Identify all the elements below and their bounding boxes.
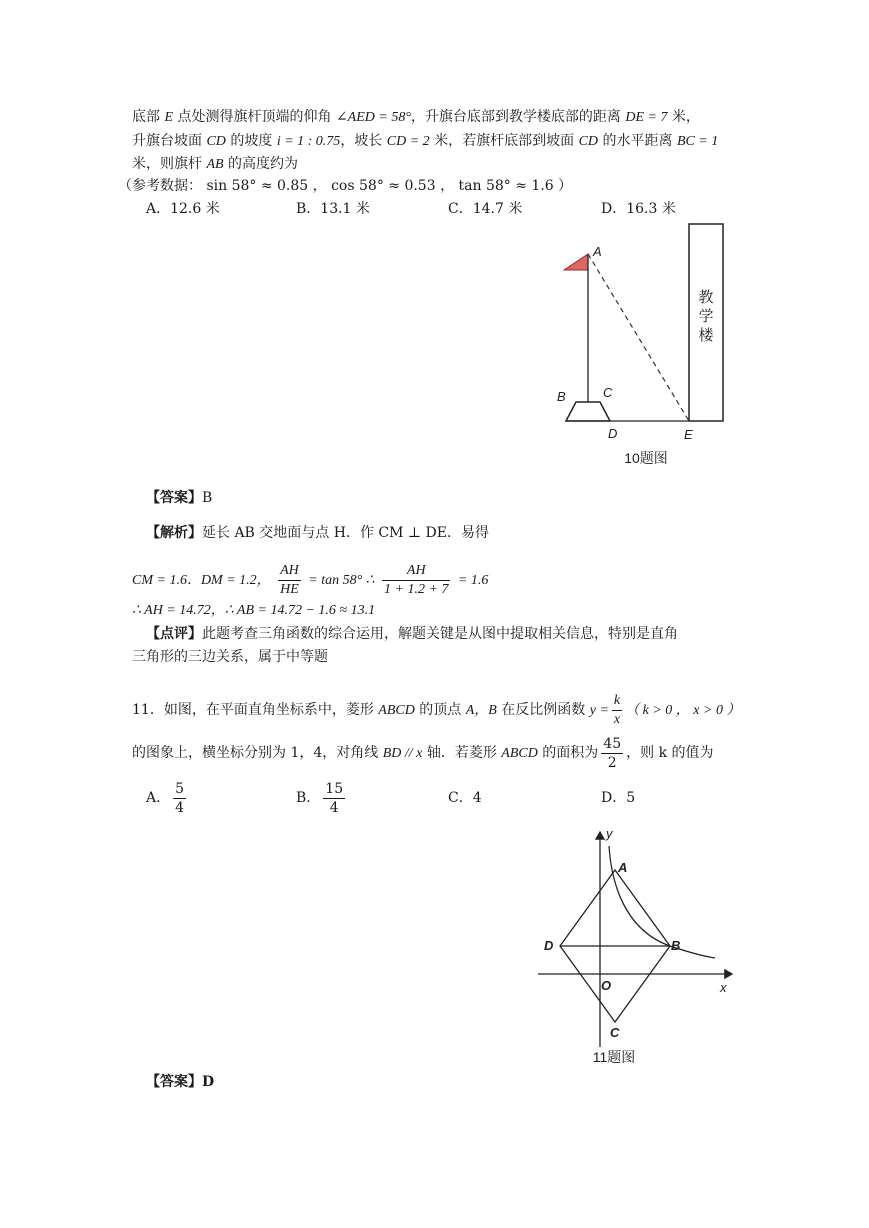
fraction-denominator: x bbox=[613, 711, 621, 727]
option-fraction bbox=[173, 780, 186, 817]
q10-text: 米， bbox=[667, 109, 700, 125]
fraction-k-x bbox=[612, 692, 622, 729]
analysis-label: 【解析】 bbox=[146, 525, 202, 541]
calc-tan: = tan 58° ∴ bbox=[308, 573, 375, 588]
fraction-denominator: 2 bbox=[607, 754, 617, 771]
calc-cm-dm: CM = 1.6．DM = 1.2， bbox=[132, 573, 271, 588]
q10-option-c[interactable]: C．14.7 米 bbox=[448, 201, 523, 217]
fraction-ah-sum bbox=[382, 562, 450, 599]
segment-ab: AB bbox=[206, 157, 224, 172]
q11-text: 在反比例函数 bbox=[496, 702, 590, 718]
q10-text: 的水平距离 bbox=[598, 133, 677, 149]
slope-length: CD = 2 bbox=[386, 134, 430, 149]
building-char-3: 楼 bbox=[698, 327, 714, 344]
point-e-label: E bbox=[164, 110, 174, 125]
q10-options bbox=[146, 198, 766, 218]
q11-answer bbox=[146, 1072, 214, 1092]
fraction-numerator: 15 bbox=[325, 780, 344, 797]
answer-value: B bbox=[202, 490, 213, 506]
q11-text: 的图象上，横坐标分别为 1，4，对角线 bbox=[132, 745, 383, 761]
label-d: D bbox=[544, 938, 554, 953]
q11-option-a[interactable] bbox=[146, 778, 189, 818]
comment-label: 【点评】 bbox=[146, 626, 202, 642]
q10-option-d[interactable]: D．16.3 米 bbox=[601, 201, 676, 217]
function-y: y = bbox=[589, 703, 609, 718]
building-char-2: 学 bbox=[698, 308, 714, 325]
label-c: C bbox=[610, 1025, 620, 1040]
q10-text: 底部 bbox=[132, 109, 165, 125]
axis-label-y: y bbox=[606, 826, 613, 841]
q10-line1 bbox=[132, 107, 700, 128]
angle-aed: ∠AED = 58° bbox=[335, 110, 411, 125]
label-o: O bbox=[601, 978, 612, 993]
q11-option-d[interactable]: D．5 bbox=[601, 790, 636, 806]
label-c: C bbox=[603, 385, 613, 400]
building-char-1: 教 bbox=[698, 289, 714, 306]
fraction-numerator: 45 bbox=[603, 735, 622, 752]
q10-text: ，升旗台底部到教学楼底部的距离 bbox=[410, 109, 626, 125]
q11-text: 轴．若菱形 bbox=[422, 745, 502, 761]
label-e: E bbox=[684, 427, 693, 442]
q10-text: 升旗台坡面 bbox=[132, 133, 207, 149]
q11-text: ，则 k 的值为 bbox=[626, 745, 714, 761]
function-condition: （ k > 0 ， x > 0 ） bbox=[625, 703, 741, 718]
calc-result: = 1.6 bbox=[457, 573, 489, 588]
label-d: D bbox=[608, 426, 618, 441]
label-a: A bbox=[593, 244, 602, 259]
label-b: B bbox=[671, 938, 681, 953]
q11-line2 bbox=[132, 733, 714, 775]
distance-de: DE = 7 bbox=[625, 110, 668, 125]
q11-text: 11．如图，在平面直角坐标系中，菱形 bbox=[132, 702, 379, 718]
q11-text: 的顶点 bbox=[414, 702, 466, 718]
q10-calc-line2: ∴ AH = 14.72，∴ AB = 14.72 − 1.6 ≈ 13.1 bbox=[132, 603, 376, 618]
rhombus-abcd: ABCD bbox=[378, 703, 415, 718]
axis-label-x: x bbox=[720, 980, 727, 995]
vertices-a-b: A，B bbox=[465, 703, 497, 718]
q11-option-c[interactable]: C．4 bbox=[448, 790, 482, 806]
q10-text: 米，则旗杆 bbox=[132, 156, 207, 172]
option-label: B． bbox=[296, 790, 321, 806]
figure-10-caption: 10题图 bbox=[624, 450, 668, 466]
label-a: A bbox=[618, 860, 628, 875]
q10-text: 的坡度 bbox=[225, 133, 277, 149]
diagonal-bd: BD // x bbox=[382, 746, 423, 761]
fraction-numerator: 5 bbox=[175, 780, 185, 797]
q11-line1 bbox=[132, 690, 740, 732]
q10-calc-line1 bbox=[132, 560, 488, 602]
distance-bc: BC = 1 bbox=[676, 134, 719, 149]
q10-figure bbox=[548, 218, 738, 478]
fraction-numerator: k bbox=[612, 692, 622, 711]
fraction-numerator: AH bbox=[382, 562, 450, 581]
analysis-text: 延长 AB 交地面与点 H．作 CM ⊥ DE．易得 bbox=[202, 525, 489, 541]
segment-cd: CD bbox=[206, 134, 226, 149]
flag-platform bbox=[566, 402, 610, 421]
fraction-area bbox=[601, 735, 623, 772]
q11-option-b[interactable] bbox=[296, 778, 348, 818]
segment-cd: CD bbox=[578, 134, 599, 149]
fraction-denominator: 1 + 1.2 + 7 bbox=[384, 581, 449, 597]
q10-analysis bbox=[146, 523, 489, 543]
q10-option-b[interactable]: B．13.1 米 bbox=[296, 201, 370, 217]
q10-comment-line2: 三角形的三边关系，属于中等题 bbox=[132, 649, 328, 665]
q10-reference-data: （参考数据： sin 58° ≈ 0.85 ， cos 58° ≈ 0.53 ， tan 58° ≈ 1.6 ） bbox=[118, 178, 573, 194]
q10-text: 点处测得旗杆顶端的仰角 bbox=[173, 109, 336, 125]
fraction-numerator: AH bbox=[278, 562, 301, 581]
q10-comment bbox=[146, 624, 678, 644]
q10-answer bbox=[146, 488, 212, 508]
answer-label: 【答案】 bbox=[146, 490, 202, 506]
slope-ratio: i = 1 : 0.75 bbox=[276, 134, 341, 149]
figure-11-caption: 11题图 bbox=[592, 1049, 636, 1065]
fraction-denominator: HE bbox=[280, 581, 299, 597]
answer-label: 【答案】 bbox=[146, 1074, 202, 1090]
option-label: A． bbox=[146, 790, 171, 806]
label-b: B bbox=[557, 389, 566, 404]
q10-text: 的高度约为 bbox=[223, 156, 299, 172]
comment-text: 此题考查三角函数的综合运用，解题关键是从图中提取相关信息，特别是直角 bbox=[202, 626, 678, 642]
option-fraction bbox=[323, 780, 345, 817]
q11-figure bbox=[530, 822, 745, 1067]
q10-line3 bbox=[132, 154, 298, 175]
fraction-denominator: 4 bbox=[175, 799, 185, 816]
fraction-denominator: 4 bbox=[329, 799, 339, 816]
fraction-ah-he bbox=[278, 562, 301, 599]
flag-shape bbox=[564, 254, 588, 270]
q10-text: 米，若旗杆底部到坡面 bbox=[429, 133, 579, 149]
q10-line2 bbox=[132, 131, 718, 152]
q10-text: ，坡长 bbox=[340, 133, 387, 149]
q11-text: 的面积为 bbox=[537, 745, 599, 761]
q10-option-a[interactable]: A．12.6 米 bbox=[146, 201, 220, 217]
answer-value: D bbox=[202, 1074, 215, 1090]
q11-options bbox=[146, 778, 766, 820]
rhombus-abcd: ABCD bbox=[501, 746, 538, 761]
